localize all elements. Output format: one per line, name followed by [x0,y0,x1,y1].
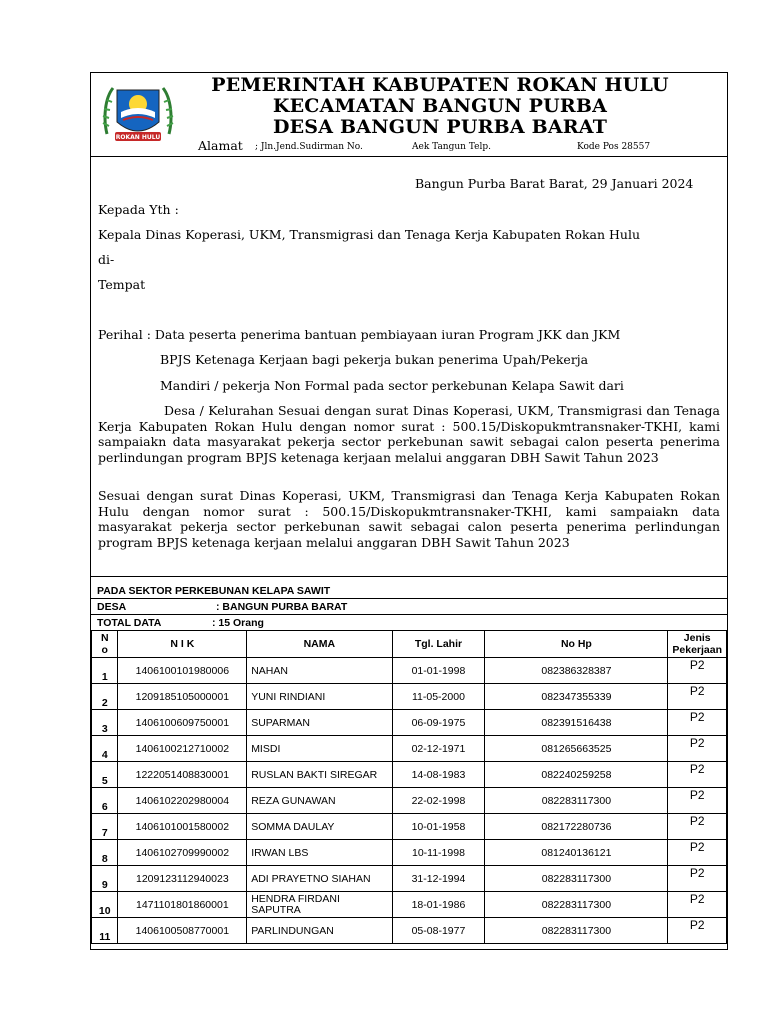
letter-recipient: Kepala Dinas Koperasi, UKM, Transmigrasi dan Tenaga Kerja Kabupaten Rokan Hulu [98,227,640,242]
cell-no-hp: 082283117300 [485,918,668,944]
cell-no-hp: 082240259258 [485,762,668,788]
cell-nama-line2: SAPUTRA [251,903,301,916]
cell-tgl-lahir: 18-01-1986 [392,892,485,918]
cell-tgl-lahir: 11-05-2000 [392,684,485,710]
letter-body-paragraph-2: Sesuai dengan surat Dinas Koperasi, UKM, Transmigrasi dan Tenaga Kerja Kabupaten Rokan Hulu dengan nomor surat : 500.15/Diskopukmtransnaker-TKHI, kami sampaiakn data masyarakat pekerja sector perkebunan sawit sebagai calon peserta penerima perlindungan program BPJS ketenaga kerjaan melalui anggaran DBH Sawit Tahun 2023 [98,488,720,550]
table-row [92,658,727,684]
cell-nama: YUNI RINDIANI [247,684,392,710]
letter-date: Bangun Purba Barat Barat, 29 Januari 2024 [415,176,694,191]
table-row [92,866,727,892]
org-district: KECAMATAN BANGUN PURBA [272,95,608,117]
cell-no: 1 [92,658,118,684]
letter-subject-line2: BPJS Ketenaga Kerjaan bagi pekerja bukan penerima Upah/Pekerja [160,352,589,367]
cell-nama: MISDI [247,736,392,762]
cell-tgl-lahir: 05-08-1977 [392,918,485,944]
cell-nik: 1406102202980004 [118,788,247,814]
cell-nik: 1222051408830001 [118,762,247,788]
cell-no: 3 [92,710,118,736]
table-header-row [92,631,727,658]
letter-greeting: Kepada Yth : [98,202,179,217]
total-data-label: TOTAL DATA [97,617,162,629]
logo-ribbon-text: ROKAN HULU [115,134,161,141]
address-town: Aek Tangun Telp. [412,142,491,152]
desa-label: DESA [97,601,127,613]
cell-nama: SUPARMAN [247,710,392,736]
table-row [92,918,727,944]
table-title: PADA SEKTOR PERKEBUNAN KELAPA SAWIT [97,585,331,597]
address-label: Alamat [198,138,243,153]
letter-di: di- [98,252,115,267]
cell-tgl-lahir: 10-01-1958 [392,814,485,840]
table-title-divider [91,598,727,599]
cell-no: 2 [92,684,118,710]
cell-tgl-lahir: 02-12-1971 [392,736,485,762]
cell-no-hp: 082386328387 [485,658,668,684]
cell-no: 7 [92,814,118,840]
desa-divider [91,614,727,615]
cell-no-hp: 082391516438 [485,710,668,736]
cell-no-hp: 082172280736 [485,814,668,840]
cell-nik: 1471101801860001 [118,892,247,918]
cell-no: 4 [92,736,118,762]
cell-jenis-pekerjaan: P2 [668,684,727,710]
cell-no: 8 [92,840,118,866]
cell-nik: 1209123112940023 [118,866,247,892]
cell-no: 5 [92,762,118,788]
cell-tgl-lahir: 31-12-1994 [392,866,485,892]
cell-no-hp: 082283117300 [485,788,668,814]
address-street: ; Jln.Jend.Sudirman No. [255,142,363,152]
cell-tgl-lahir: 10-11-1998 [392,840,485,866]
cell-jenis-pekerjaan: P2 [668,658,727,684]
cell-nik: 1209185105000001 [118,684,247,710]
cell-nama [247,892,392,918]
table-row [92,684,727,710]
table-row [92,736,727,762]
participant-table [91,630,727,944]
cell-tgl-lahir: 22-02-1998 [392,788,485,814]
cell-nama: PARLINDUNGAN [247,918,392,944]
regency-emblem-logo [101,82,175,146]
cell-nik: 1406100212710002 [118,736,247,762]
table-row [92,762,727,788]
cell-nama: IRWAN LBS [247,840,392,866]
col-header-tgl-lahir: Tgl. Lahir [392,631,485,658]
cell-nik: 1406100101980006 [118,658,247,684]
cell-nama: ADI PRAYETNO SIAHAN [247,866,392,892]
table-row [92,710,727,736]
table-top-divider [91,576,727,577]
cell-nik: 1406102709990002 [118,840,247,866]
desa-value: : BANGUN PURBA BARAT [216,601,348,613]
total-data-value: : 15 Orang [212,617,264,629]
cell-nik: 1406101001580002 [118,814,247,840]
cell-no: 9 [92,866,118,892]
cell-no: 6 [92,788,118,814]
cell-no-hp: 082347355339 [485,684,668,710]
cell-jenis-pekerjaan: P2 [668,918,727,944]
col-header-no-a: N [100,632,109,644]
cell-jenis-pekerjaan: P2 [668,710,727,736]
cell-jenis-pekerjaan: P2 [668,866,727,892]
address-postal-code: Kode Pos 28557 [577,142,651,152]
letterhead-address [198,138,651,153]
cell-nama: RUSLAN BAKTI SIREGAR [247,762,392,788]
cell-tgl-lahir: 01-01-1998 [392,658,485,684]
cell-jenis-pekerjaan: P2 [668,892,727,918]
cell-jenis-pekerjaan: P2 [668,788,727,814]
cell-nama: REZA GUNAWAN [247,788,392,814]
cell-nama: SOMMA DAULAY [247,814,392,840]
org-village: DESA BANGUN PURBA BARAT [272,116,608,138]
table-row [92,788,727,814]
col-header-no [92,631,118,658]
cell-jenis-pekerjaan: P2 [668,762,727,788]
letter-subject-line3: Mandiri / pekerja Non Formal pada sector perkebunan Kelapa Sawit dari [160,378,624,393]
table-row [92,840,727,866]
letterhead-divider [91,156,727,157]
cell-tgl-lahir: 14-08-1983 [392,762,485,788]
cell-jenis-pekerjaan: P2 [668,814,727,840]
cell-no: 10 [92,892,118,918]
cell-no-hp: 082283117300 [485,892,668,918]
cell-jenis-pekerjaan: P2 [668,736,727,762]
cell-nik: 1406100508770001 [118,918,247,944]
org-government: PEMERINTAH KABUPATEN ROKAN HULU [211,74,669,96]
cell-no-hp: 082283117300 [485,866,668,892]
cell-nik: 1406100609750001 [118,710,247,736]
cell-nama-line1: HENDRA FIRDANI [251,892,340,905]
cell-no-hp: 081265663525 [485,736,668,762]
col-header-no-hp: No Hp [485,631,668,658]
table-row [92,814,727,840]
letter-tempat: Tempat [98,277,146,292]
cell-no-hp: 081240136121 [485,840,668,866]
letter-subject-line1: Perihal : Data peserta penerima bantuan pembiayaan iuran Program JKK dan JKM [98,327,621,342]
col-header-no-b: o [101,644,108,656]
cell-tgl-lahir: 06-09-1975 [392,710,485,736]
col-header-jenis-pekerjaan: Jenis Pekerjaan [668,631,727,658]
table-row [92,892,727,918]
cell-nama: NAHAN [247,658,392,684]
col-header-nama: NAMA [247,631,392,658]
cell-jenis-pekerjaan: P2 [668,840,727,866]
col-header-nik: N I K [118,631,247,658]
cell-no: 11 [92,918,118,944]
letter-body-paragraph-1: Desa / Kelurahan Sesuai dengan surat Dinas Koperasi, UKM, Transmigrasi dan Tenaga Kerja Kabupaten Rokan Hulu dengan nomor surat : 500.15/Diskopukmtransnaker-TKHI, kami sampaiakn data masyarakat pekerja sector perkebunan sawit sebagai calon peserta penerima perlindungan program BPJS ketenaga kerjaan melalui anggaran DBH Sawit Tahun 2023 [98,403,720,465]
